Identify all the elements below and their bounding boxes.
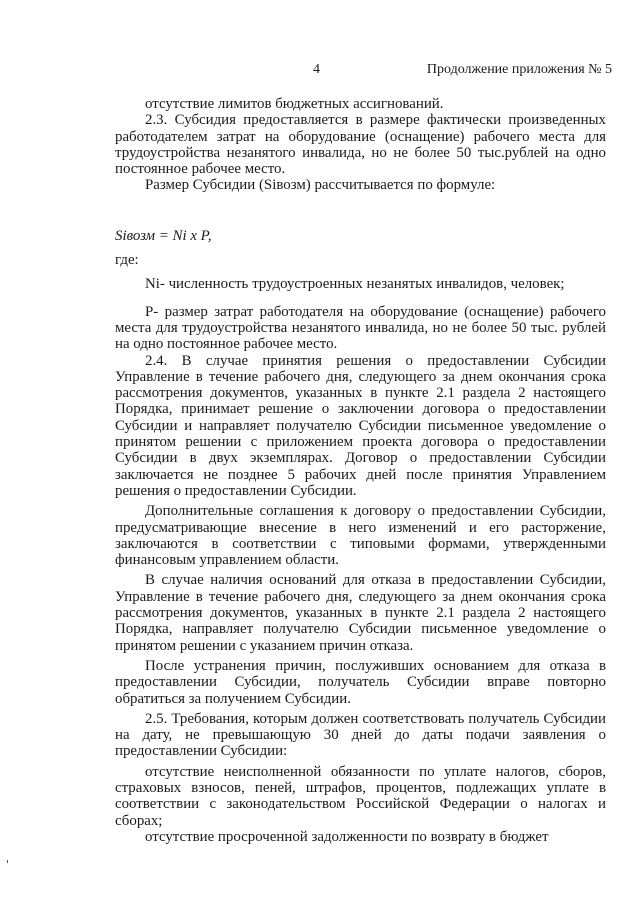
paragraph: где:: [115, 252, 139, 269]
paragraph: 2.5. Требования, которым должен соответствовать получатель Субсидии на дату, не превышающую 30 дней до даты подачи заявления о предоставлении Субсидии:: [115, 710, 606, 760]
paragraph: Размер Субсидии (Siвозм) рассчитывается по формуле:: [145, 177, 496, 194]
document-body: [115, 96, 606, 845]
paragraph: Ni- численность трудоустроенных незанятых инвалидов, человек;: [145, 276, 565, 293]
scan-speck: [7, 860, 8, 863]
paragraph: Дополнительные соглашения к договору о предоставлении Субсидии, предусматривающие внесение в него изменений и его расторжение, заключаются в соответствии с типовыми формами, утвержденными финансовым управлением области.: [115, 503, 606, 569]
paragraph: 2.4. В случае принятия решения о предоставлении Субсидии Управление в течение рабочего дня, следующего за днем окончания срока рассмотрения документов, указанных в пункте 2.1 раздела 2 настоящего Порядка, принимает решение о заключении договора о предоставлении Субсидии и направляет получателю Субсидии письменное уведомление о принятом решении с приложением проекта договора о предоставлении Субсидии в двух экземплярах. Договор о предоставлении Субсидии заключается не позднее 5 рабочих дней после принятия Управлением решения о предоставлении Субсидии.: [115, 352, 606, 499]
paragraph: 2.3. Субсидия предоставляется в размере фактически произведенных работодателем затрат на оборудование (оснащение) рабочего места для трудоустройства незанятого инвалида, но не более 50 тыс.рублей на одно постоянное рабочее место.: [115, 112, 606, 178]
subsidy-formula: Siвозм = Ni x P,: [115, 227, 212, 244]
paragraph: отсутствие просроченной задолженности по возврату в бюджет: [145, 828, 549, 845]
paragraph: отсутствие неисполненной обязанности по уплате налогов, сборов, страховых взносов, пеней, штрафов, процентов, подлежащих уплате в соответствии с законодательством Российской Федерации о налогах и сборах;: [115, 763, 606, 829]
appendix-continuation-header: Продолжение приложения № 5: [426, 62, 612, 77]
paragraph: В случае наличия оснований для отказа в предоставлении Субсидии, Управление в течение рабочего дня, следующего за днем окончания срока рассмотрения документов, указанных в пункте 2.1 раздела 2 настоящего Порядка, направляет получателю Субсидии письменное уведомление о принятом решении с указанием причин отказа.: [115, 572, 606, 654]
paragraph: P- размер затрат работодателя на оборудование (оснащение) рабочего места для трудоустройства незанятого инвалида, но не более 50 тыс. рублей на одно постоянное рабочее место.: [115, 303, 606, 353]
paragraph: После устранения причин, послуживших основанием для отказа в предоставлении Субсидии, получатель Субсидии вправе повторно обратиться за получением Субсидии.: [115, 657, 606, 707]
paragraph: отсутствие лимитов бюджетных ассигнований.: [145, 96, 444, 112]
page-number: 4: [313, 62, 320, 77]
